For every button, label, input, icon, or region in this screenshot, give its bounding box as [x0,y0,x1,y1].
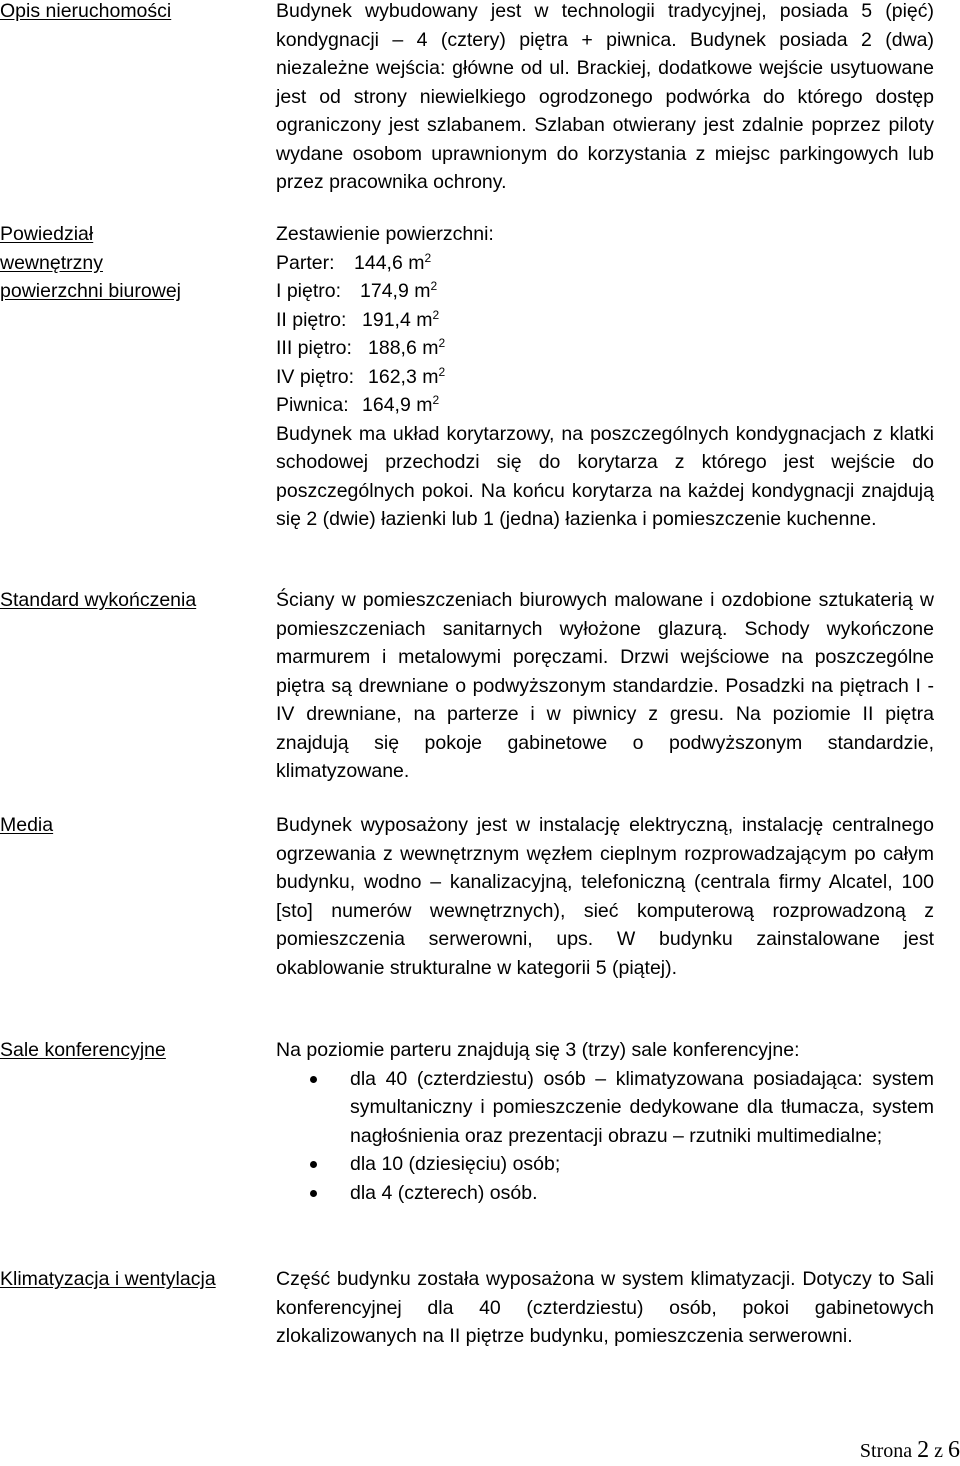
section-label-standard: Standard wykończenia [0,589,197,611]
list-item: dla 40 (czterdziestu) osób – klimatyzowana posiadająca: system symultaniczny i pomieszczenie dedykowane dla tłumacza, system nagłośnienia oraz prezentacji obrazu – rzutniki multimedialne; [276,1065,934,1151]
section-content-sale [276,1036,934,1207]
bullet-icon [310,1076,317,1083]
area-row: IV piętro: 162,3 $m^2$ [276,364,446,388]
section-label-klima: Klimatyzacja i wentylacja [0,1268,216,1290]
section-text-media: Budynek wyposażony jest w instalację elektryczną, instalację centralnego ogrzewania z wewnętrznym węzłem cieplnym rozprowadzającym po całym budynku, wodno – kanalizacyjną, telefoniczną (centrala firmy Alcatel, 100 [sto] numerów wewnętrznych), sieć komputerową rozprowadzoną z pomieszczenia serwerowni, ups. W budynku zainstalowane jest okablowanie strukturalne w kategorii 5 (piątej). [276,814,934,979]
sale-list [276,1065,934,1208]
area-row: II piętro: 191,4 $m^2$ [276,307,440,331]
section-text-klima: Część budynku została wyposażona w system klimatyzacji. Dotyczy to Sali konferencyjnej dla 40 (czterdziestu) osób, pokoi gabinetowych zlokalizowanych na II piętrze budynku, pomieszczenia serwerowni. [276,1268,934,1347]
section-text-powiedzial: Budynek ma układ korytarzowy, na poszczególnych kondygnacjach z klatki schodowej przechodzi się do korytarza z którego jest wejście do poszczególnych pokoi. Na końcu korytarza na każdej kondygnacji znajdują się 2 (dwie) łazienki lub 1 (jedna) łazienka i pomieszczenie kuchenne. [276,422,934,530]
section-text-opis: Budynek wybudowany jest w technologii tradycyjnej, posiada 5 (pięć) kondygnacji – 4 (cztery) piętra + piwnica. Budynek posiada 2 (dwa) niezależne wejścia: główne od ul. Brackiej, dodatkowe wejście usytuowane jest od strony niewielkiego ogrodzonego podwórka do którego dostęp ograniczony jest szlabanem. Szlaban otwierany jest zdalnie poprzez piloty wydane osobom uprawnionym do korzystania z miejsc parkingowych lub przez pracownika ochrony. [276,0,934,193]
list-item: dla 10 (dziesięciu) osób; [276,1150,934,1179]
label-line: wewnętrzny [0,251,103,274]
label-line: powierzchni biurowej [0,280,182,302]
area-row: Parter: 144,6 $m^2$ [276,250,432,274]
section-content-powiedzial [276,220,934,534]
page-number: 2 [917,1437,930,1463]
section-label-sale: Sale konferencyjne [0,1039,166,1061]
section-label-opis: Opis nieruchomości [0,0,172,22]
area-row: I piętro: 174,9 $m^2$ [276,279,438,302]
bullet-icon [310,1161,317,1168]
section-text-standard: Ściany w pomieszczeniach biurowych malowane i ozdobione sztukaterią w pomieszczeniach sanitarnych wyłożone glazurą. Schody wykończone marmurem i metalowymi poręczami. Drzwi wejściowe na poszczególne piętra są drewniane o podwyższonym standardzie. Posadzki na piętrach I - IV drewniane, na parterze i w piwnicy z gresu. Na poziomie II piętra znajdują się pokoje gabinetowe o podwyższonym standardzie, klimatyzowane. [276,589,934,782]
section-label-media: Media [0,814,54,836]
areas-heading: Zestawienie powierzchni: [276,223,494,245]
area-row: III piętro: 188,6 $m^2$ [276,336,446,359]
label-line: Powiedział [0,223,94,245]
sale-intro: Na poziomie parteru znajdują się 3 (trzy) sale konferencyjne: [276,1039,800,1061]
section-label-powiedzial [0,220,262,306]
list-item: dla 4 (czterech) osób. [276,1179,934,1208]
area-row: Piwnica: 164,9 $m^2$ [276,393,440,416]
page-total: 6 [948,1437,960,1463]
bullet-icon [310,1190,317,1197]
page-footer: Strona 2 z 6 [859,1437,960,1463]
